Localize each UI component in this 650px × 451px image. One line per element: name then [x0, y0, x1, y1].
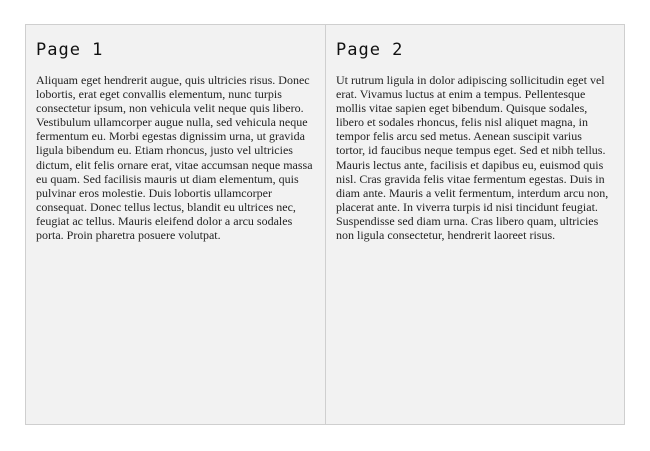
page-1	[26, 25, 325, 424]
page-title: Page 2	[336, 40, 404, 60]
page-body-text: Ut rutrum ligula in dolor adipiscing sollicitudin eget vel erat. Vivamus luctus at enim a tempus. Pellentesque mollis vitae sapien eget bibendum. Quisque sodales, libero et sodales rhoncus, felis nisl aliquet magna, in tempor felis arcu sed metus. Aenean suscipit varius tortor, id faucibus neque tempus eget. Sed et nibh tellus. Mauris lectus ante, facilisis et dapibus eu, euismod quis nisl. Cras gravida felis vitae fermentum egestas. Duis in diam ante. Mauris a velit fermentum, interdum arcu non, placerat ante. In viverra turpis id nisi tincidunt feugiat. Suspendisse sed diam urna. Cras libero quam, ultricies non ligula consectetur, hendrerit laoreet risus.	[336, 73, 609, 243]
book-spread	[25, 24, 625, 425]
page-title: Page 1	[36, 40, 104, 60]
page-body-text: Aliquam eget hendrerit augue, quis ultricies risus. Donec lobortis, erat eget convallis elementum, nunc turpis consectetur ipsum, non vehicula velit neque quis libero. Vestibulum ullamcorper augue nulla, sed vehicula neque fermentum eu. Morbi egestas dignissim urna, ut gravida ligula bibendum eu. Etiam rhoncus, justo vel ultricies dictum, elit felis ornare erat, vitae accumsan neque massa eu quam. Sed facilisis mauris ut diam elementum, quis pulvinar eros molestie. Duis lobortis ullamcorper consequat. Donec tellus lectus, blandit eu ultrices nec, feugiat ac tellus. Mauris eleifend dolor a arcu sodales porta. Proin pharetra posuere volutpat.	[36, 73, 313, 243]
page-2	[325, 25, 624, 424]
